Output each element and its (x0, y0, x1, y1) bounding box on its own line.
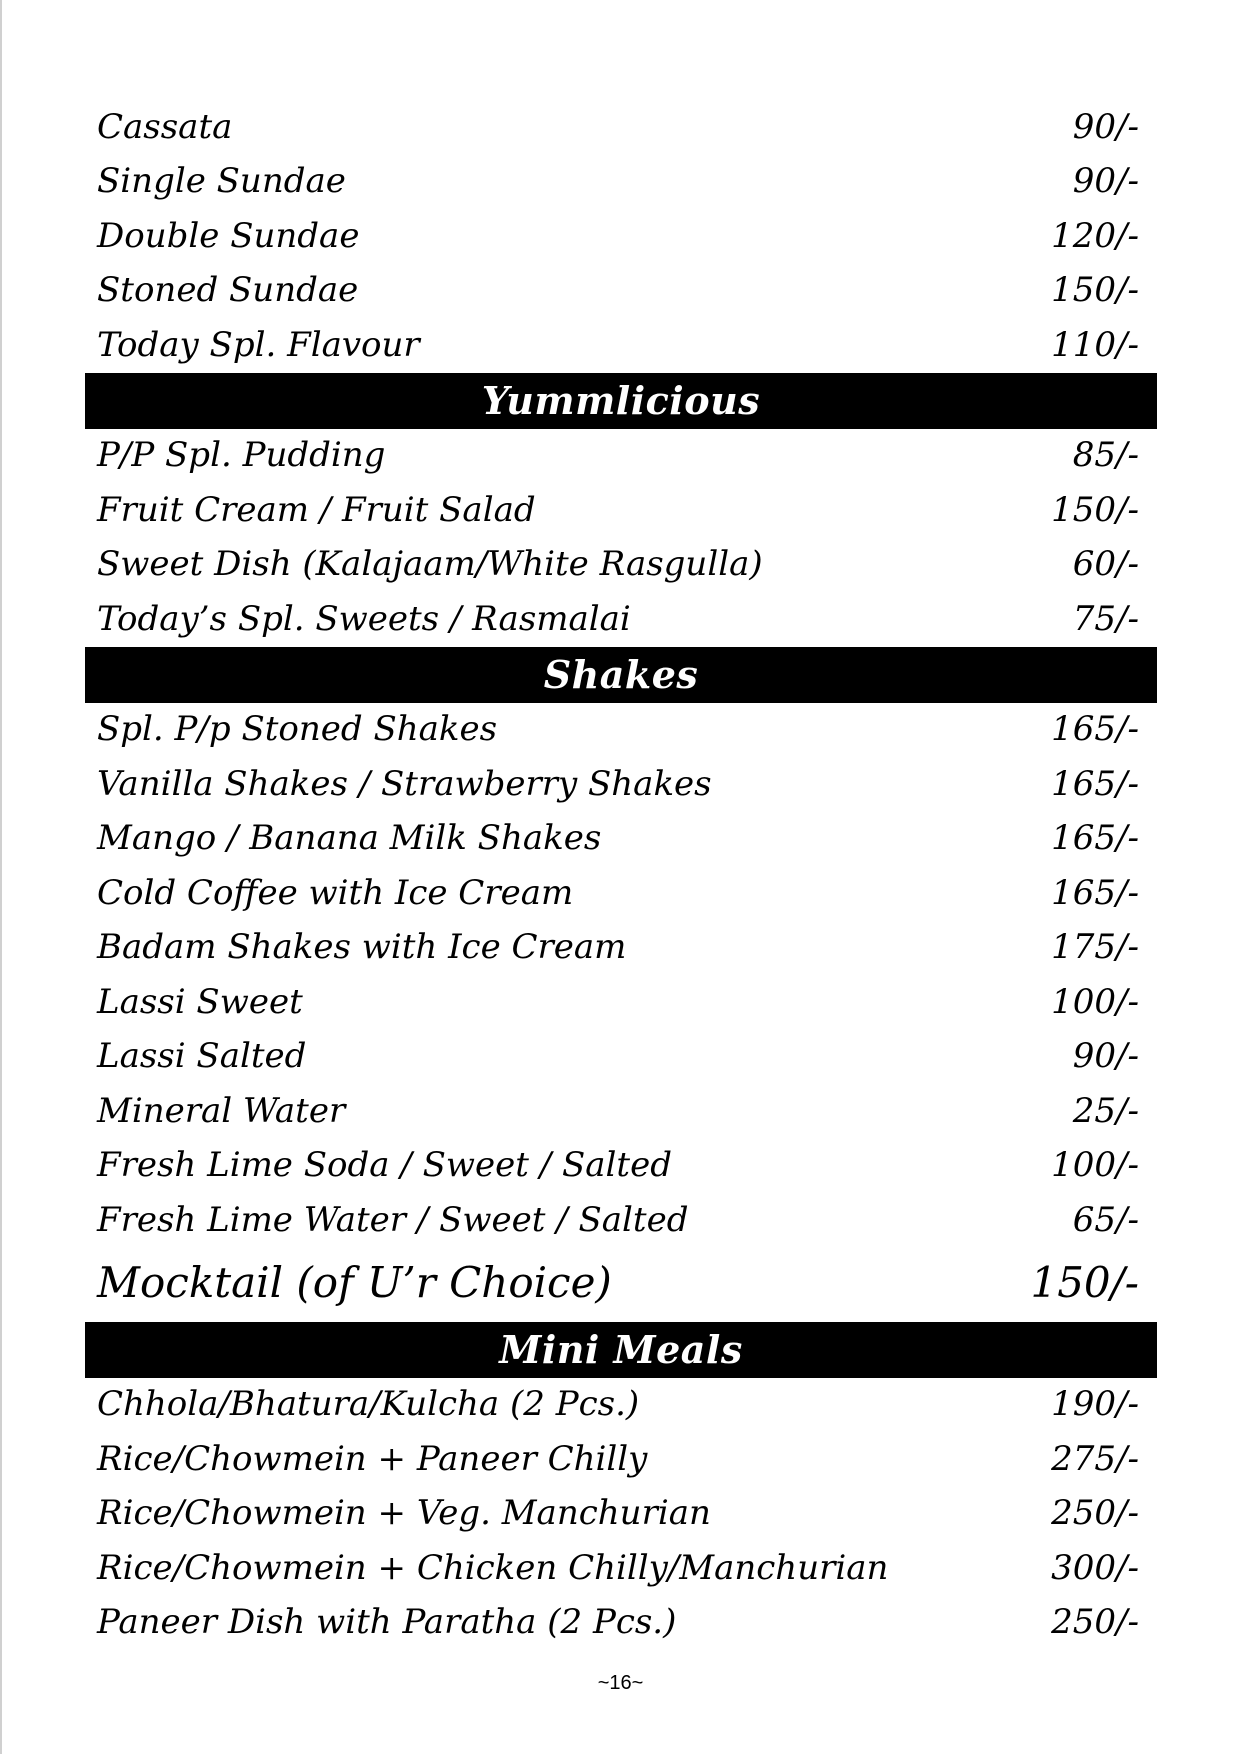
menu-item-stoned-sundae (85, 264, 1157, 319)
item-price: 150/- (1030, 1257, 1139, 1307)
section-title: Shakes (543, 652, 699, 697)
item-name: Single Sundae (97, 161, 346, 201)
item-name: Cassata (97, 106, 233, 147)
page-edge (0, 0, 2, 1754)
item-price: 275/- (1051, 1438, 1139, 1479)
menu-item (85, 1487, 1157, 1542)
menu-item-cassata (85, 100, 1157, 155)
item-name: Rice/Chowmein + Chicken Chilly/Manchurian (97, 1547, 889, 1588)
page-number: ~16~ (597, 1672, 644, 1694)
item-price: 175/- (1051, 927, 1139, 967)
item-price: 120/- (1051, 215, 1139, 256)
menu-item (85, 538, 1157, 593)
section-title: Yummlicious (481, 378, 761, 423)
item-price: 110/- (1051, 324, 1139, 365)
item-price: 190/- (1051, 1384, 1139, 1424)
item-name: Today’s Spl. Sweets / Rasmalai (97, 598, 631, 639)
item-price: 165/- (1051, 709, 1139, 749)
item-price: 250/- (1051, 1602, 1139, 1642)
menu-item (85, 921, 1157, 976)
menu-item (85, 703, 1157, 758)
item-name: Cold Coffee with Ice Cream (97, 872, 574, 913)
menu-item (85, 866, 1157, 921)
item-name: Rice/Chowmein + Paneer Chilly (97, 1438, 648, 1479)
menu-item (85, 592, 1157, 647)
item-price: 75/- (1072, 598, 1139, 639)
item-price: 90/- (1072, 1036, 1139, 1076)
item-name: Sweet Dish (Kalajaam/White Rasgulla) (97, 544, 763, 584)
menu-item-double-sundae (85, 209, 1157, 264)
menu-item-single-sundae (85, 155, 1157, 210)
item-name: Lassi Salted (97, 1036, 307, 1076)
item-price: 300/- (1051, 1547, 1139, 1588)
menu-item (85, 757, 1157, 812)
menu-item (85, 812, 1157, 867)
menu-item (85, 1084, 1157, 1139)
section-title: Mini Meals (499, 1327, 743, 1372)
item-name: Vanilla Shakes / Strawberry Shakes (97, 763, 712, 804)
item-name: Today Spl. Flavour (97, 324, 420, 365)
menu-item (85, 1139, 1157, 1194)
item-name: Rice/Chowmein + Veg. Manchurian (97, 1493, 711, 1533)
item-price: 85/- (1072, 435, 1139, 475)
item-name: Paneer Dish with Paratha (2 Pcs.) (97, 1602, 677, 1642)
item-name: Spl. P/p Stoned Shakes (97, 709, 498, 749)
item-price: 65/- (1072, 1199, 1139, 1240)
menu-page (85, 100, 1157, 1650)
item-price: 90/- (1072, 106, 1139, 147)
menu-item (85, 1432, 1157, 1487)
item-price: 165/- (1051, 872, 1139, 913)
item-name: Fresh Lime Water / Sweet / Salted (97, 1199, 689, 1240)
item-name: Lassi Sweet (97, 981, 303, 1022)
item-name: Badam Shakes with Ice Cream (97, 927, 627, 967)
item-price: 100/- (1051, 981, 1139, 1022)
menu-item (85, 1378, 1157, 1433)
item-price: 100/- (1051, 1145, 1139, 1185)
item-price: 165/- (1051, 763, 1139, 804)
item-name: Chhola/Bhatura/Kulcha (2 Pcs.) (97, 1384, 640, 1424)
menu-item-today-spl-flavour (85, 318, 1157, 373)
menu-item (85, 1193, 1157, 1248)
item-price: 60/- (1072, 544, 1139, 584)
item-price: 165/- (1051, 818, 1139, 858)
section-header-yummlicious (85, 373, 1157, 429)
menu-item (85, 1030, 1157, 1085)
item-name: Fruit Cream / Fruit Salad (97, 489, 536, 530)
item-name: P/P Spl. Pudding (97, 435, 386, 475)
item-price: 250/- (1051, 1493, 1139, 1533)
section-header-mini-meals (85, 1322, 1157, 1378)
menu-item-mocktail (85, 1248, 1157, 1322)
menu-item (85, 1541, 1157, 1596)
item-price: 25/- (1072, 1090, 1139, 1131)
item-price: 150/- (1051, 489, 1139, 530)
menu-item (85, 975, 1157, 1030)
item-price: 150/- (1051, 270, 1139, 310)
menu-item (85, 483, 1157, 538)
item-name: Fresh Lime Soda / Sweet / Salted (97, 1145, 672, 1185)
menu-item (85, 429, 1157, 484)
item-name: Mineral Water (97, 1090, 346, 1131)
item-name: Double Sundae (97, 215, 360, 256)
menu-item (85, 1596, 1157, 1651)
item-name: Mango / Banana Milk Shakes (97, 818, 602, 858)
item-price: 90/- (1072, 161, 1139, 201)
item-name: Stoned Sundae (97, 270, 359, 310)
item-name: Mocktail (of U’r Choice) (97, 1257, 612, 1307)
section-header-shakes (85, 647, 1157, 703)
